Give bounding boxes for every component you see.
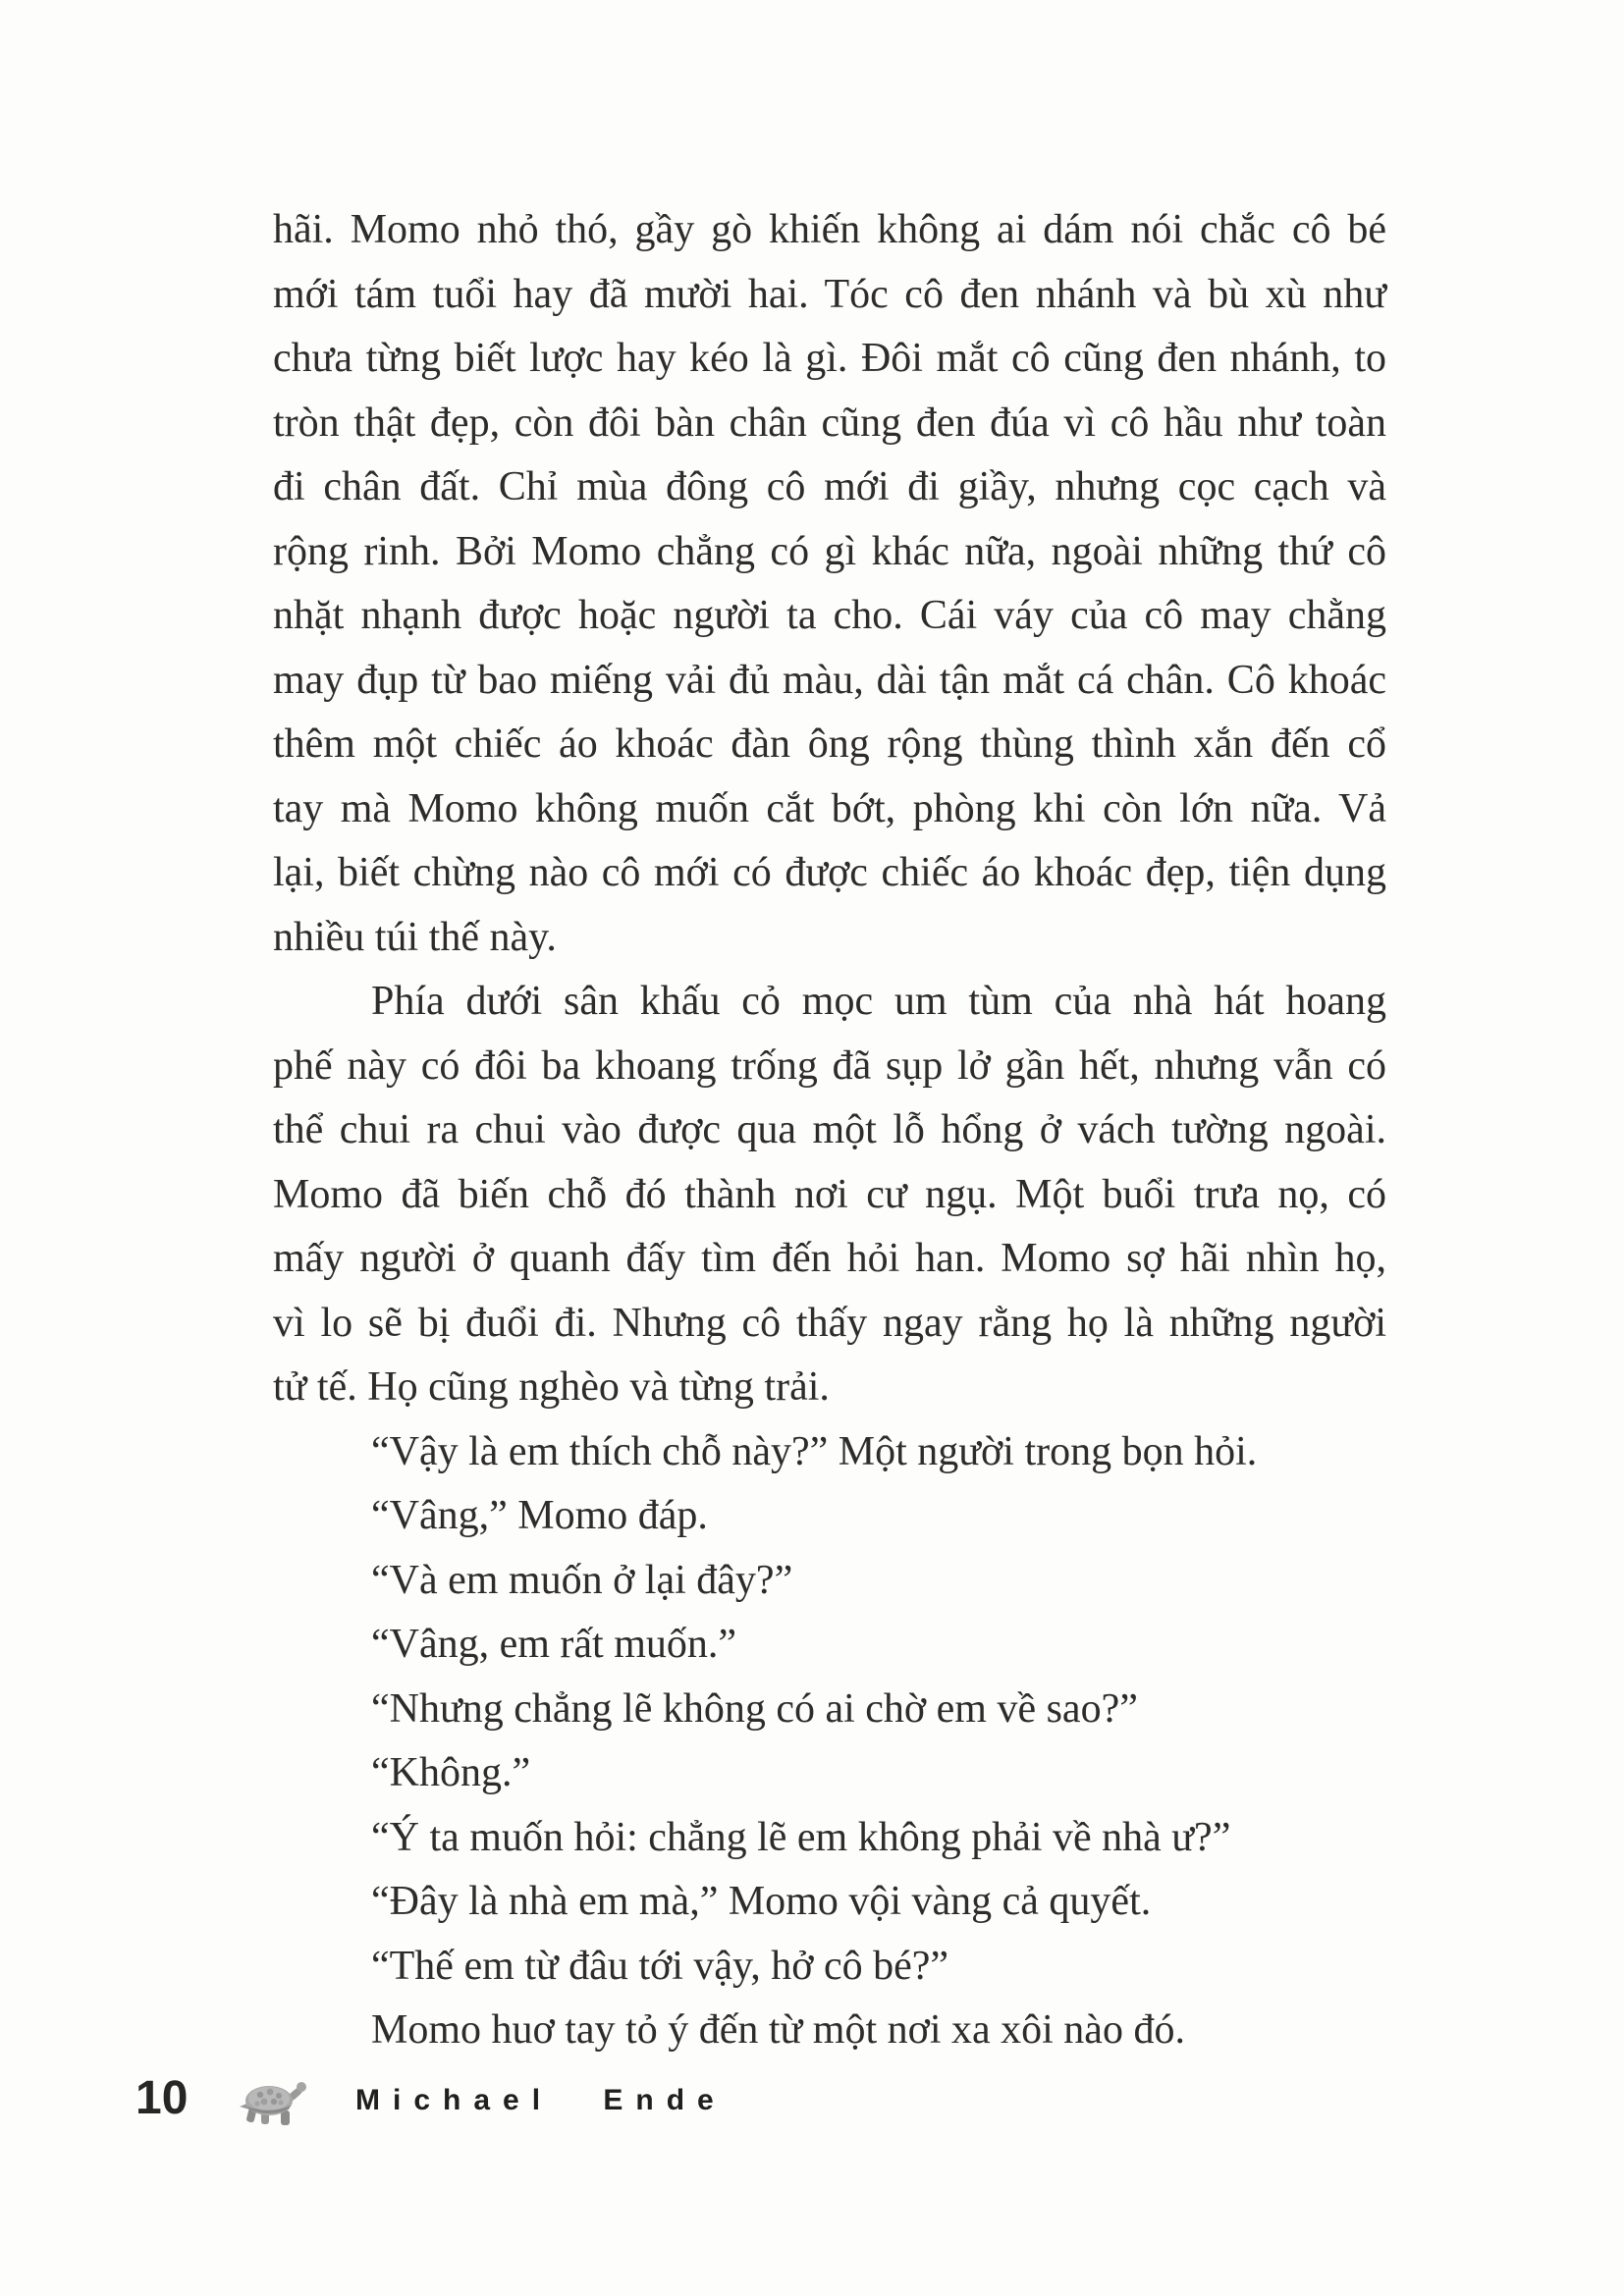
text-line: hãi. Momo nhỏ thó, gầy gò khiến không ai dám nói chắc cô bé: [273, 207, 1386, 252]
turtle-icon: [234, 2077, 308, 2126]
author-name: Michael Ende: [355, 2084, 727, 2116]
text-line: phế này có đôi ba khoang trống đã sụp lở gần hết, nhưng vẫn có: [273, 1042, 1386, 1089]
text-line: “Nhưng chẳng lẽ không có ai chờ em về sao?”: [371, 1685, 1138, 1732]
text-line: tay mà Momo không muốn cắt bớt, phòng khi còn lớn nữa. Vả: [273, 785, 1386, 831]
text-line: lại, biết chừng nào cô mới có được chiếc áo khoác đẹp, tiện dụng: [273, 850, 1386, 895]
text-line: nhiều túi thế này.: [273, 914, 557, 960]
text-line: “Vâng,” Momo đáp.: [371, 1493, 708, 1538]
text-line: “Đây là nhà em mà,” Momo vội vàng cả quyết.: [371, 1879, 1152, 1924]
page-footer: [0, 2069, 1624, 2132]
text-line: tròn thật đẹp, còn đôi bàn chân cũng đen đúa vì cô hầu như toàn: [273, 400, 1386, 446]
text-line: rộng rinh. Bởi Momo chẳng có gì khác nữa, ngoài những thứ cô: [273, 528, 1386, 574]
text-line: “Ý ta muốn hỏi: chẳng lẽ em không phải về nhà ư?”: [371, 1814, 1231, 1860]
text-line: thêm một chiếc áo khoác đàn ông rộng thùng thình xắn đến cổ: [273, 721, 1386, 767]
text-line: “Vậy là em thích chỗ này?” Một người trong bọn hỏi.: [371, 1428, 1258, 1474]
text-line: “Không.”: [371, 1750, 531, 1795]
text-line: thể chui ra chui vào được qua một lỗ hổng ở vách tường ngoài.: [273, 1107, 1386, 1152]
text-line: Momo huơ tay tỏ ý đến từ một nơi xa xôi nào đó.: [371, 2007, 1185, 2053]
text-line: nhặt nhạnh được hoặc người ta cho. Cái váy của cô may chằng: [273, 593, 1386, 638]
text-line: Phía dưới sân khấu cỏ mọc um tùm của nhà hát hoang: [371, 979, 1386, 1024]
text-line: mới tám tuổi hay đã mười hai. Tóc cô đen nhánh và bù xù như: [273, 271, 1386, 317]
text-line: Momo đã biến chỗ đó thành nơi cư ngụ. Một buổi trưa nọ, có: [273, 1171, 1386, 1217]
body-text: [273, 198, 1386, 2063]
text-line: “Vâng, em rất muốn.”: [371, 1622, 737, 1667]
page-number: 10: [135, 2072, 189, 2124]
text-line: đi chân đất. Chỉ mùa đông cô mới đi giầy, nhưng cọc cạch và: [273, 464, 1386, 509]
text-line: “Thế em từ đâu tới vậy, hở cô bé?”: [371, 1943, 949, 1989]
text-line: vì lo sẽ bị đuổi đi. Nhưng cô thấy ngay rằng họ là những người: [273, 1300, 1386, 1346]
text-line: mấy người ở quanh đấy tìm đến hỏi han. Momo sợ hãi nhìn họ,: [273, 1236, 1386, 1281]
text-line: chưa từng biết lược hay kéo là gì. Đôi mắt cô cũng đen nhánh, to: [273, 336, 1386, 381]
text-line: “Và em muốn ở lại đây?”: [371, 1557, 793, 1603]
text-line: may đụp từ bao miếng vải đủ màu, dài tận mắt cá chân. Cô khoác: [273, 657, 1386, 703]
text-line: tử tế. Họ cũng nghèo và từng trải.: [273, 1364, 830, 1410]
